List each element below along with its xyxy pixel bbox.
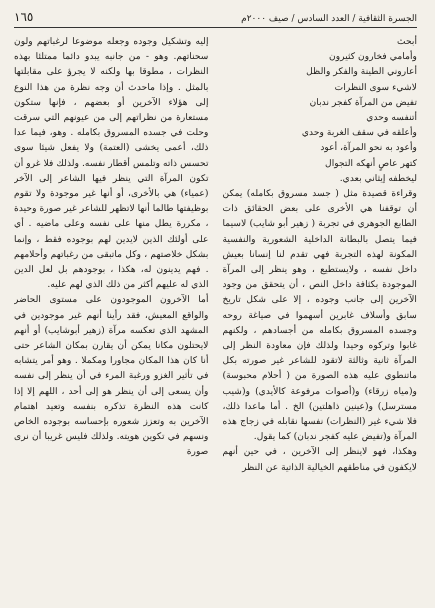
poem-verse: وأعود به نحو المرآة، أعود xyxy=(320,142,417,154)
poem-verse: وأعلقه في سقف الغربة وحدي xyxy=(301,127,417,139)
poem-verse: كتهر عاصٍ أنهكه التجوال xyxy=(325,157,417,169)
poem-verse: ليخطفه إيثاني بعدي. xyxy=(339,172,417,184)
poem-verse: وأمامي فخارون كثيرون xyxy=(328,51,417,63)
body-paragraph: أما الآخرون الموجودون على مستوى الحاضر والواقع المعيش، فقد رأينا أنهم غير موجودين في المشهد الذي تعكسه مرآة (زهير أبوشايب) أو أنهم لايحتلون مكانا يمكن أن يقارن بمكان الشاعر حتى أنا كان هذا المكان مجاورا ومكملا . وهو أمر يتشابه في تأثير الغزو ورغبة المرء في أن ينظر إلى نفسه وأن يسعى إلى أن ينظر هو إلى أحد ، اللهم إلا إذا كانت هذه النظرة تذكره بنفسه وتعيد اهتمام الآخرين به وتعزز شعوره بإحساسه بوجوده الخاص ونسهم في تكوين هويته. ولذلك فليس غريبا أن نرى صورة xyxy=(14,294,209,458)
poem-verse: أبحث xyxy=(396,36,417,47)
poem-verse: أعاروني الطينة والفكر والظل xyxy=(306,66,417,78)
left-column xyxy=(14,34,209,598)
poem-verse: تفيض من المرآة كفجر ندبان xyxy=(309,96,417,108)
poem-verse: أتنفسه وحدي xyxy=(366,112,417,124)
poem-verse: لاشيء سوى النظرات xyxy=(334,81,417,93)
body-paragraph: وهكذا، فهو لاينظر إلى الآخرين ، في حين أنهم لايكفون في مناطقهم الخيالية الذاتية عن النظر xyxy=(222,446,417,473)
running-header xyxy=(14,8,417,28)
page-number: ١٦٥ xyxy=(14,10,34,24)
journal-title: الجسرة الثقافية / العدد السادس / صيف ٢٠٠٠م xyxy=(241,14,417,24)
body-paragraph: إليه وتشكيل وجوده وجعله موضوعا لرغباتهم ولون سحناتهم. وهو - من جانبه يبدو دائما ممتلئا بهذه النظرات ، مطوقا بها ولكنه لا يجرؤ على مقابلتها بالمثل . وإذا ماحدث أن وجه نظرة من هذا النوع إلى هؤلاء الآخرين أو بعضهم ، فإنها ستكون مستعارة من نظراتهم إلى من عيونهم التي سرقت وحلت في جسده المسروق بكامله . وهو، فيما عدا ذلك، أعمى يخشى (العتمة) ولا يفعل شيئا سوى تحسس ذاته وتلمس أقطار نفسه. ولذلك فلا غرو أن تكون المرآة التي ينظر فيها الشاعر إلى الآخر (عمياء) هي بالأخرى، أو أنها غير موجودة ولا تقوم بوظيفتها طالما أنها لاتظهر للشاعر غير صورة وحيدة ، مكررة يطل منها على نفسه وعلى ماضيه . أي على أولئك الذين لايدين لهم بوجوده فقط ، وإنما بشكل خلاصتهم ، وكل ماتبقى من رغباتهم وأحلامهم . فهم يدينون له، هكذا ، بوجودهم بل لعل الدين الذي له عليهم أكثر من ذلك الذي لهم عليه. xyxy=(14,36,209,291)
body-paragraph: وقراءة قصيدة مثل ( جسد مسروق بكامله) يمكن أن توقفنا هي الأخرى على بعض الحقائق ذات الطابع الجوهري في تجربة ( زهير أبو شايب) لاسيما فيما يتصل بالبطانة الداخلية الشعورية والنفسية المكونة لهذه التجربة فهي تقدم لنا إنسانا بعيش داخل نفسه ، ولايستطيع ، وهو ينظر إلى المرآة الموجودة بكثافة داخل النص ، أن يتحقق من وجود الآخرين إلى جانب وجوده ، إلا على شكل تاريخ سابق وأسلاف غابرين أسهموا في صياغة روحه وجسده المسروق بكامله من أجسادهم ، ولكنهم غابوا وتركوه وحيدا ولذلك فإن معاودة النظر إلى المرآة ثانية وثالثة لاتقود للشاعر غير صورته بكل ماتنطوي عليه هذه الصورة من ( أحلام محبوسة) و(مياه زرقاء) و(أصوات مرفوعة كالأيدي) و(شيب مسترسل) و(عينين ذاهلتين) الخ . أما ماعدا ذلك، فلا شيء غير (النظرات) نفسها نقابله في زجاج هذه المرآة و(تفيض عليه كفجر ندبان) كما يقول. xyxy=(222,188,417,443)
poem-excerpt xyxy=(223,34,418,186)
text-columns xyxy=(14,34,417,598)
right-column xyxy=(223,34,418,598)
